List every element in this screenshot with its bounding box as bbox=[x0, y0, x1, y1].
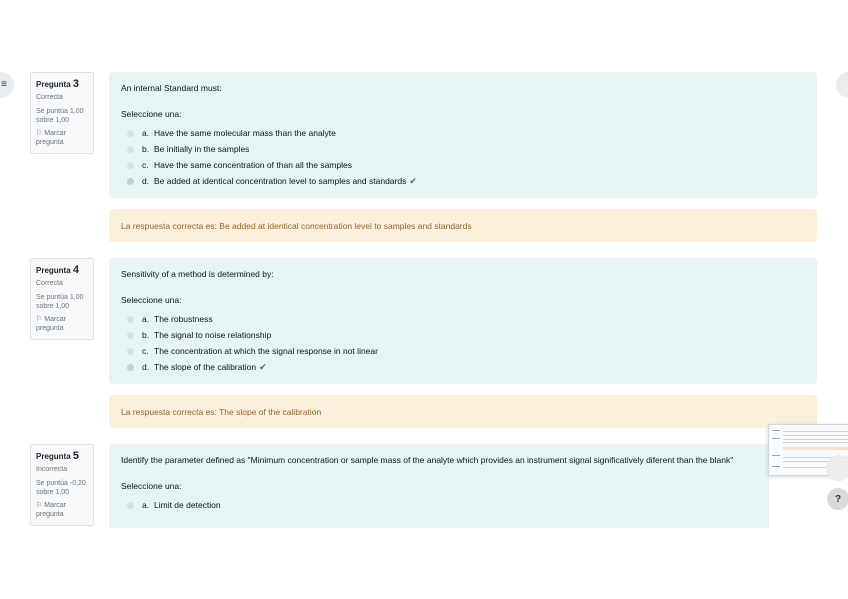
answer-prompt: Seleccione una: bbox=[121, 481, 182, 491]
answer-option-b[interactable]: b. The signal to noise relationship bbox=[121, 327, 805, 343]
question-info bbox=[30, 444, 94, 526]
question-grade: Se puntúa 1,00 sobre 1,00 bbox=[36, 294, 84, 310]
question-number: Pregunta 5 bbox=[36, 450, 80, 462]
answer-option-a[interactable]: a. Limit de detection bbox=[121, 497, 757, 513]
radio-button[interactable] bbox=[127, 348, 134, 355]
question-number: Pregunta 3 bbox=[36, 78, 80, 90]
question-info bbox=[30, 258, 94, 340]
radio-button[interactable] bbox=[127, 502, 134, 509]
answer-option-b[interactable]: b. Be initially in the samples bbox=[121, 141, 805, 157]
radio-button[interactable] bbox=[127, 162, 134, 169]
question-grade: Se puntúa -0,20 sobre 1,00 bbox=[36, 480, 86, 496]
answer-option-c[interactable]: c. Have the same concentration of than all the samples bbox=[121, 157, 805, 173]
question-text: Sensitivity of a method is determined by: bbox=[121, 269, 274, 279]
question-mark-icon: ? bbox=[834, 493, 842, 505]
question-info bbox=[30, 72, 94, 154]
check-icon: ✔ bbox=[259, 362, 267, 372]
question-state: Correcta bbox=[36, 280, 63, 287]
help-button[interactable] bbox=[827, 488, 848, 510]
scroll-button[interactable] bbox=[826, 455, 848, 481]
answer-option-a[interactable]: a. The robustness bbox=[121, 311, 805, 327]
question-content bbox=[109, 444, 769, 528]
answer-prompt: Seleccione una: bbox=[121, 109, 182, 119]
radio-button[interactable] bbox=[127, 146, 134, 153]
answer-option-a[interactable]: a. Have the same molecular mass than the analyte bbox=[121, 125, 805, 141]
quiz-review-content[interactable] bbox=[0, 62, 848, 528]
question-text: Identify the parameter defined as "Minimum concentration or sample mass of the analyte which provides an instrument signal significatively diferent than the blank" bbox=[121, 455, 734, 465]
flag-icon: ⚐ bbox=[36, 130, 43, 137]
hamburger-icon: ≡ bbox=[1, 79, 7, 90]
answer-option-c[interactable]: c. The concentration at which the signal response in not linear bbox=[121, 343, 805, 359]
question-state: Correcta bbox=[36, 94, 63, 101]
correct-answer-feedback: La respuesta correcta es: Be added at identical concentration level to samples and standards bbox=[109, 209, 817, 242]
radio-button[interactable] bbox=[127, 316, 134, 323]
flag-question-link[interactable]: ⚐ Marcar pregunta bbox=[36, 502, 67, 518]
radio-button[interactable] bbox=[127, 332, 134, 339]
question-number: Pregunta 4 bbox=[36, 264, 80, 276]
radio-button-selected[interactable] bbox=[127, 178, 134, 185]
radio-button[interactable] bbox=[127, 130, 134, 137]
answer-prompt: Seleccione una: bbox=[121, 295, 182, 305]
question-state: Incorrecta bbox=[36, 466, 68, 473]
flag-question-link[interactable]: ⚐ Marcar pregunta bbox=[36, 130, 67, 146]
correct-answer-feedback: La respuesta correcta es: The slope of the calibration bbox=[109, 395, 817, 428]
radio-button-selected[interactable] bbox=[127, 364, 134, 371]
answer-option-d[interactable]: d. Be added at identical concentration level to samples and standards ✔ bbox=[121, 173, 805, 189]
question-content bbox=[109, 72, 817, 198]
answer-option-d[interactable]: d. The slope of the calibration ✔ bbox=[121, 359, 805, 375]
question-content bbox=[109, 258, 817, 384]
flag-icon: ⚐ bbox=[36, 316, 43, 323]
question-grade: Se puntúa 1,00 sobre 1,00 bbox=[36, 108, 84, 124]
flag-question-link[interactable]: ⚐ Marcar pregunta bbox=[36, 316, 67, 332]
question-text: An internal Standard must: bbox=[121, 83, 222, 93]
check-icon: ✔ bbox=[409, 176, 417, 186]
flag-icon: ⚐ bbox=[36, 502, 43, 509]
